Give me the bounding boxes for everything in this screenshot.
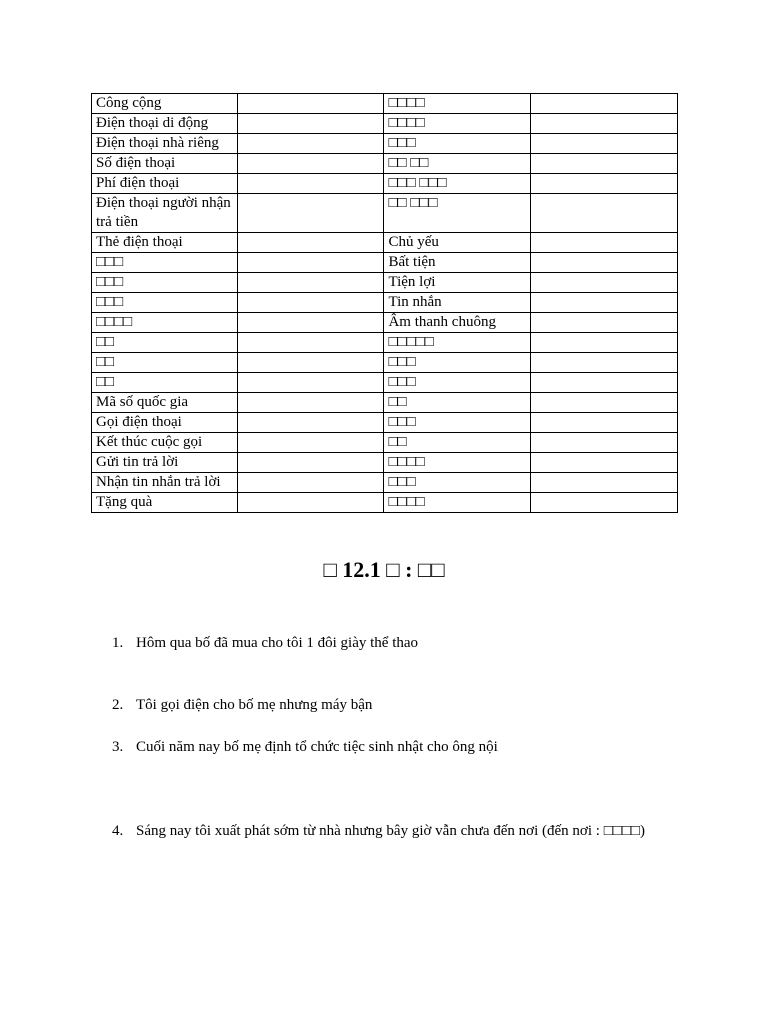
exercise-item-1: [112, 633, 672, 654]
table-cell: Nhận tin nhắn trả lời: [92, 473, 238, 493]
table-row: [92, 413, 678, 433]
table-row: [92, 253, 678, 273]
table-row: [92, 493, 678, 513]
table-cell: [530, 94, 677, 114]
table-cell: □□□□: [384, 493, 530, 513]
table-cell: □□□□: [384, 94, 530, 114]
table-cell: [530, 373, 677, 393]
table-cell: [530, 233, 677, 253]
table-cell: [530, 273, 677, 293]
table-row: [92, 353, 678, 373]
table-cell: [238, 154, 384, 174]
table-cell: Phí điện thoại: [92, 174, 238, 194]
table-cell: Tin nhắn: [384, 293, 530, 313]
exercise-item-3: [112, 737, 672, 758]
table-cell: □□□: [384, 373, 530, 393]
table-cell: □□□□: [384, 453, 530, 473]
table-cell: Gọi điện thoại: [92, 413, 238, 433]
table-cell: [530, 174, 677, 194]
table-cell: [530, 114, 677, 134]
table-cell: □□□□□: [384, 333, 530, 353]
table-cell: [530, 313, 677, 333]
table-cell: □□□: [384, 473, 530, 493]
table-row: [92, 473, 678, 493]
table-cell: [238, 94, 384, 114]
table-cell: [238, 293, 384, 313]
table-cell: [238, 373, 384, 393]
table-cell: Tặng quà: [92, 493, 238, 513]
table-cell: □□: [92, 373, 238, 393]
exercise-heading: □ 12.1 □ : □□: [323, 557, 445, 582]
table-cell: Kết thúc cuộc gọi: [92, 433, 238, 453]
table-cell: [238, 194, 384, 233]
table-cell: Tiện lợi: [384, 273, 530, 293]
table-cell: Điện thoại người nhận trả tiền: [92, 194, 238, 233]
table-row: [92, 453, 678, 473]
table-row: [92, 94, 678, 114]
exercise-text: Hôm qua bố đã mua cho tôi 1 đôi giày thể thao: [136, 635, 419, 651]
table-cell: [530, 393, 677, 413]
table-cell: Công cộng: [92, 94, 238, 114]
table-cell: [238, 273, 384, 293]
table-row: [92, 333, 678, 353]
table-cell: Bất tiện: [384, 253, 530, 273]
table-cell: [238, 174, 384, 194]
table-cell: [530, 473, 677, 493]
table-cell: □□□ □□□: [384, 174, 530, 194]
table-cell: □□□: [92, 273, 238, 293]
table-cell: [530, 253, 677, 273]
table-cell: □□□: [92, 293, 238, 313]
table-cell: Điện thoại di động: [92, 114, 238, 134]
table-cell: Gửi tin trả lời: [92, 453, 238, 473]
table-cell: □□□: [384, 134, 530, 154]
exercise-number: 4.: [112, 823, 124, 839]
table-cell: [238, 453, 384, 473]
table-row: [92, 194, 678, 233]
table-cell: Âm thanh chuông: [384, 313, 530, 333]
table-cell: [238, 473, 384, 493]
table-cell: □□: [92, 353, 238, 373]
exercise-text: Tôi gọi điện cho bố mẹ nhưng máy bận: [136, 697, 373, 713]
table-cell: [238, 433, 384, 453]
table-row: [92, 134, 678, 154]
table-cell: □□ □□: [384, 154, 530, 174]
table-cell: [530, 194, 677, 233]
exercise-number: 2.: [112, 697, 124, 713]
table-cell: □□□□: [384, 114, 530, 134]
table-row: [92, 174, 678, 194]
exercise-item-4: [112, 821, 672, 842]
table-cell: [530, 134, 677, 154]
exercise-number: 1.: [112, 635, 124, 651]
vocabulary-table: [91, 93, 678, 513]
table-cell: Điện thoại nhà riêng: [92, 134, 238, 154]
table-cell: [238, 353, 384, 373]
table-cell: □□□□: [92, 313, 238, 333]
table-cell: [530, 453, 677, 473]
table-cell: [238, 233, 384, 253]
table-row: [92, 373, 678, 393]
vocabulary-table-body: [92, 94, 678, 513]
table-cell: [238, 313, 384, 333]
table-cell: [238, 413, 384, 433]
table-cell: [238, 114, 384, 134]
table-cell: □□ □□□: [384, 194, 530, 233]
table-cell: □□: [92, 333, 238, 353]
table-row: [92, 114, 678, 134]
table-cell: □□□: [384, 413, 530, 433]
table-cell: [238, 393, 384, 413]
table-cell: [238, 134, 384, 154]
table-cell: Số điện thoại: [92, 154, 238, 174]
table-row: [92, 273, 678, 293]
table-cell: [530, 353, 677, 373]
table-cell: [530, 493, 677, 513]
table-cell: [238, 493, 384, 513]
exercise-number: 3.: [112, 739, 124, 755]
table-row: [92, 233, 678, 253]
table-row: [92, 313, 678, 333]
table-cell: Chủ yếu: [384, 233, 530, 253]
table-row: [92, 433, 678, 453]
table-cell: □□: [384, 433, 530, 453]
table-cell: [238, 253, 384, 273]
table-row: [92, 154, 678, 174]
exercise-text: Sáng nay tôi xuất phát sớm từ nhà nhưng bây giờ vẫn chưa đến nơi (đến nơi : □□□□): [136, 823, 645, 839]
table-row: [92, 393, 678, 413]
table-cell: Mã số quốc gia: [92, 393, 238, 413]
exercise-text: Cuối năm nay bố mẹ định tổ chức tiệc sinh nhật cho ông nội: [136, 739, 498, 755]
table-cell: [530, 333, 677, 353]
table-cell: [238, 333, 384, 353]
table-cell: □□: [384, 393, 530, 413]
exercise-item-2: [112, 695, 672, 716]
table-cell: □□□: [92, 253, 238, 273]
table-cell: □□□: [384, 353, 530, 373]
table-cell: [530, 433, 677, 453]
table-cell: Thẻ điện thoại: [92, 233, 238, 253]
table-cell: [530, 154, 677, 174]
table-cell: [530, 413, 677, 433]
table-row: [92, 293, 678, 313]
table-cell: [530, 293, 677, 313]
